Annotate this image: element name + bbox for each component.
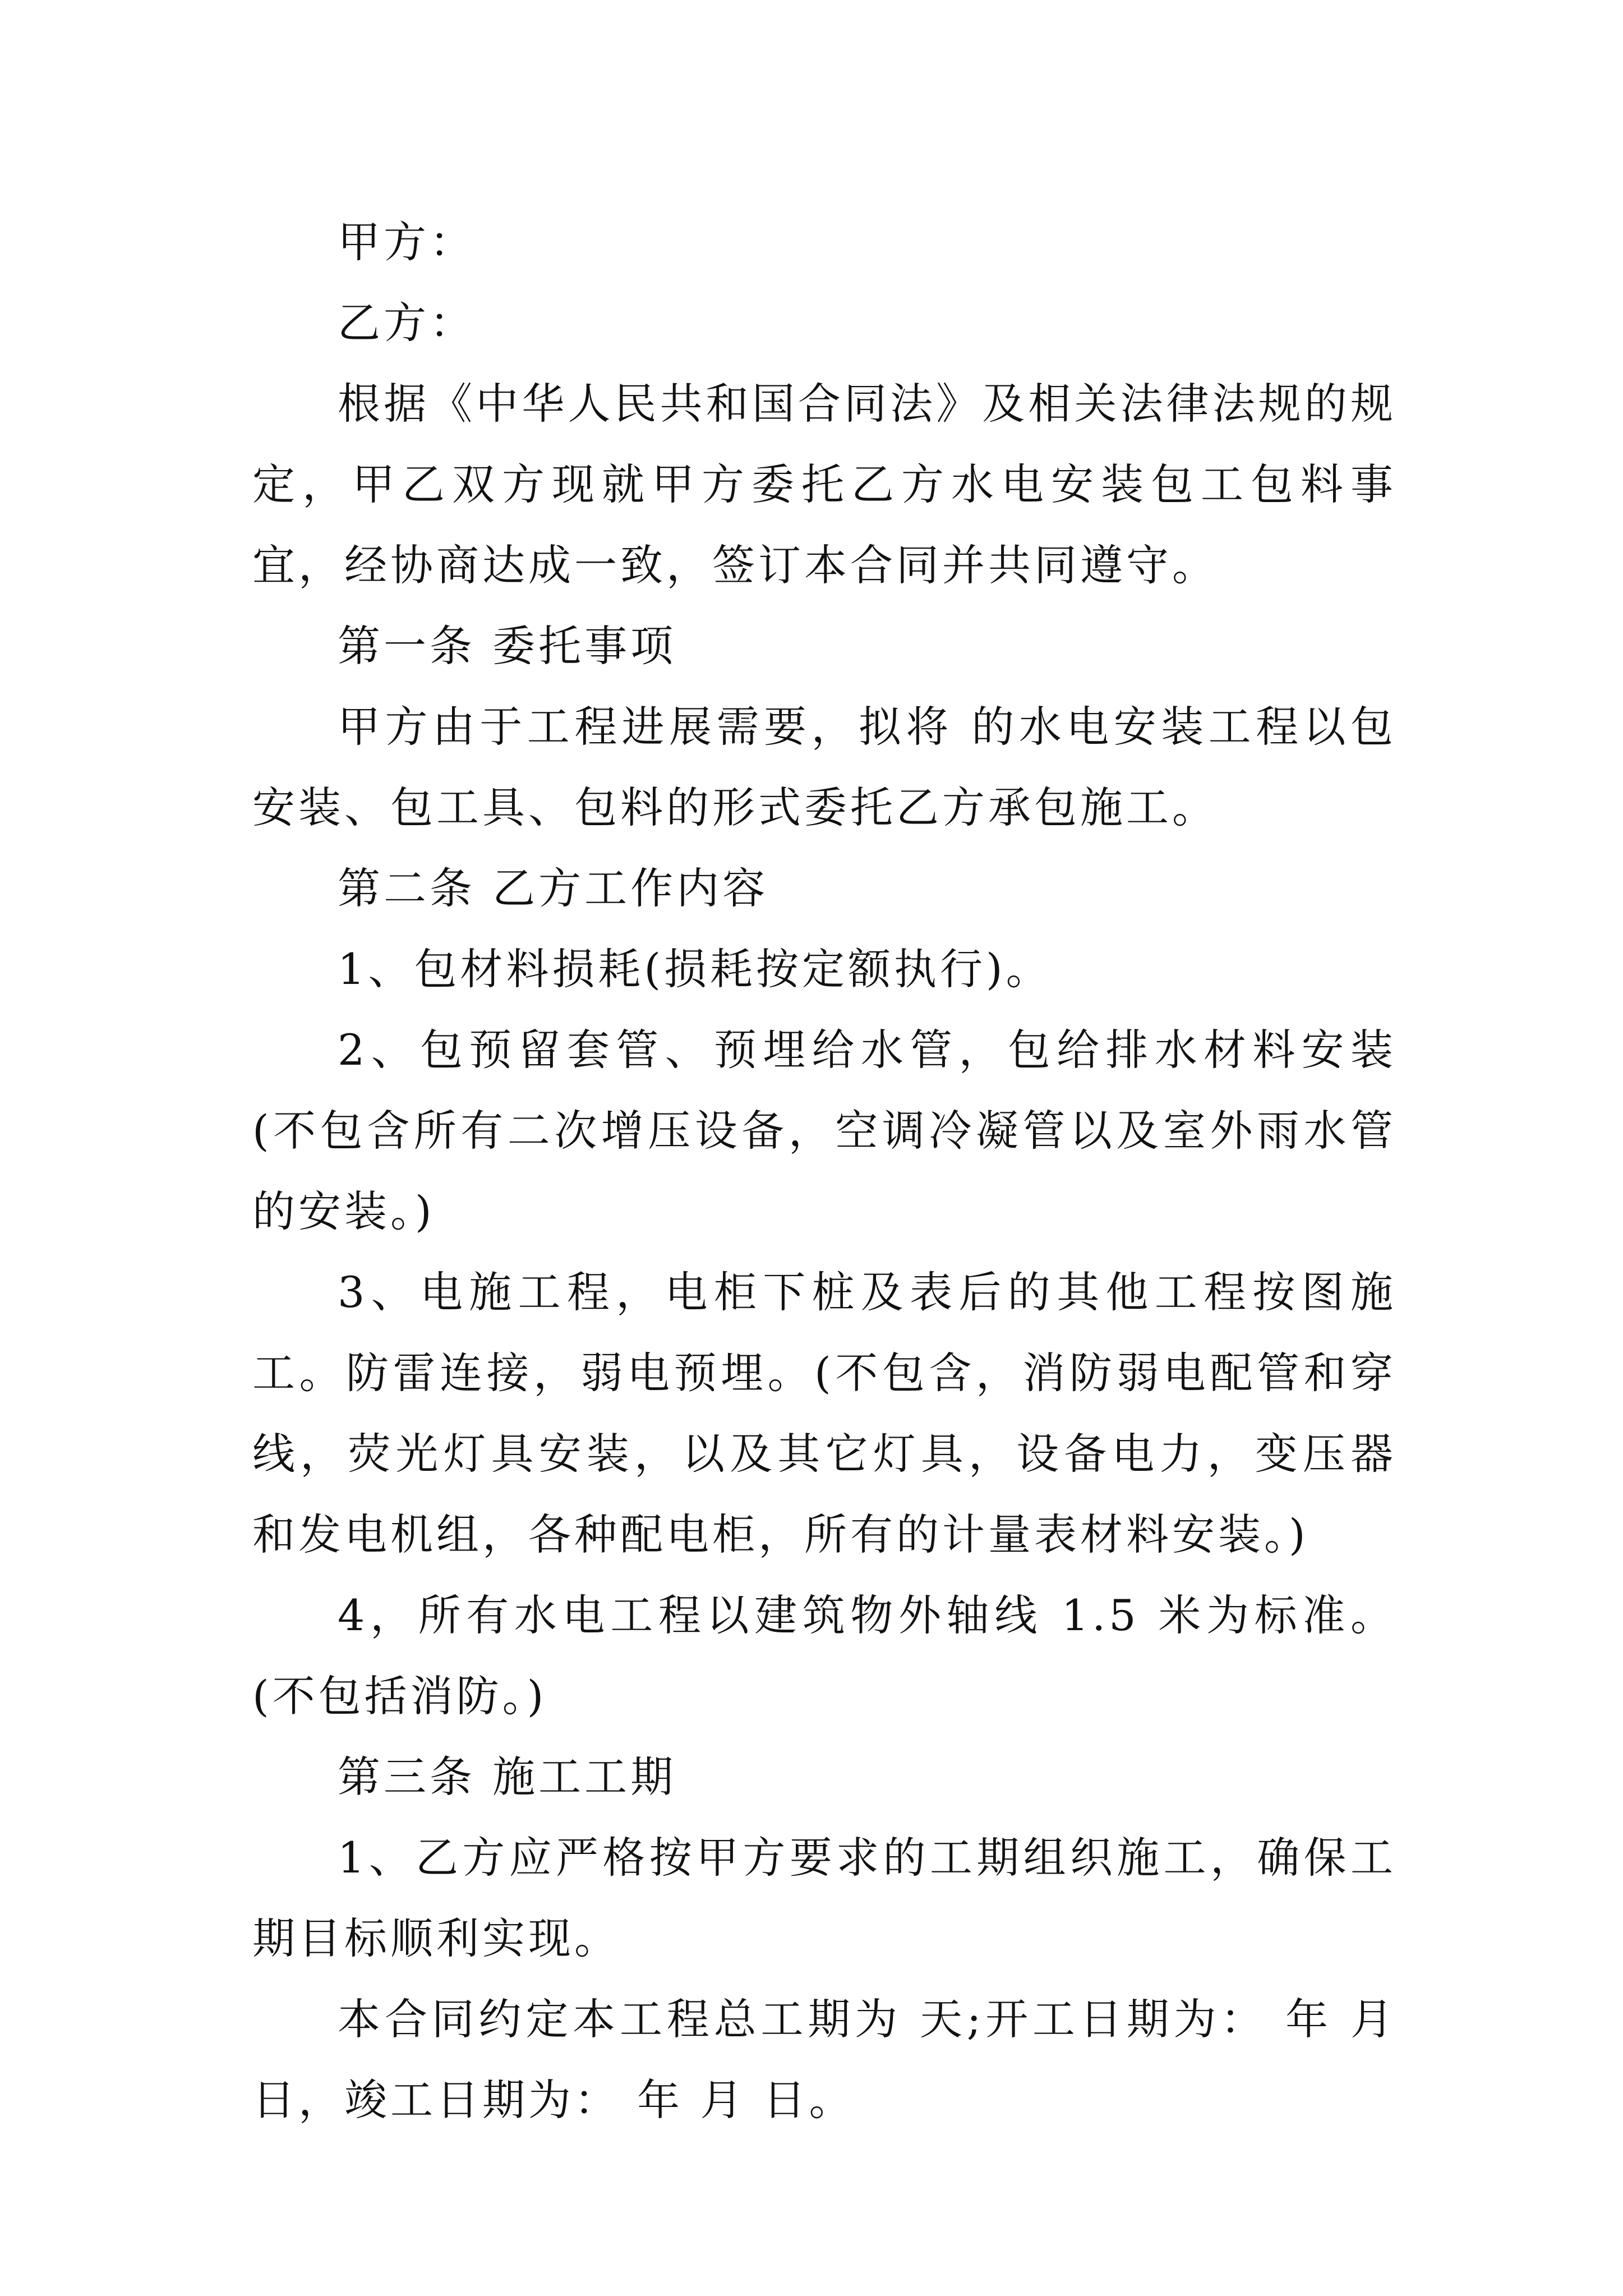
- article-1-paragraph: 甲方由于工程进展需要，拟将 的水电安装工程以包安装、包工具、包料的形式委托乙方承包施工。: [252, 702, 1396, 832]
- preamble-paragraph: 根据《中华人民共和国合同法》及相关法律法规的规定，甲乙双方现就甲方委托乙方水电安装包工包料事宜，经协商达成一致，签订本合同并共同遵守。: [252, 379, 1396, 590]
- party-a-line: 甲方：: [338, 217, 476, 267]
- article-2-item-2: 2、包预留套管、预埋给水管，包给排水材料安装(不包含所有二次增压设备，空调冷凝管以及室外雨水管的安装。): [252, 1025, 1396, 1236]
- article-2-item-3: 3、电施工程，电柜下桩及表后的其他工程按图施工。防雷连接，弱电预埋。(不包含，消防弱电配管和穿线，荧光灯具安装，以及其它灯具，设备电力，变压器和发电机组，各种配电柜，所有的计量表材料安装。): [252, 1267, 1396, 1559]
- article-2-heading: 第二条 乙方工作内容: [338, 863, 769, 913]
- article-3-item-1: 1、乙方应严格按甲方要求的工期组织施工，确保工期目标顺利实现。: [252, 1833, 1396, 1963]
- article-1-heading: 第一条 委托事项: [338, 621, 677, 671]
- party-b-line: 乙方：: [338, 298, 476, 348]
- article-3-schedule-paragraph: 本合同约定本工程总工期为 天;开工日期为： 年 月 日，竣工日期为： 年 月 日。: [252, 1994, 1396, 2125]
- article-2-item-1: 1、包材料损耗(损耗按定额执行)。: [338, 944, 1052, 994]
- document-body: [252, 202, 1396, 2141]
- article-2-item-4: 4，所有水电工程以建筑物外轴线 1.5 米为标准。(不包括消防。): [252, 1590, 1396, 1721]
- article-3-heading: 第三条 施工工期: [338, 1752, 677, 1802]
